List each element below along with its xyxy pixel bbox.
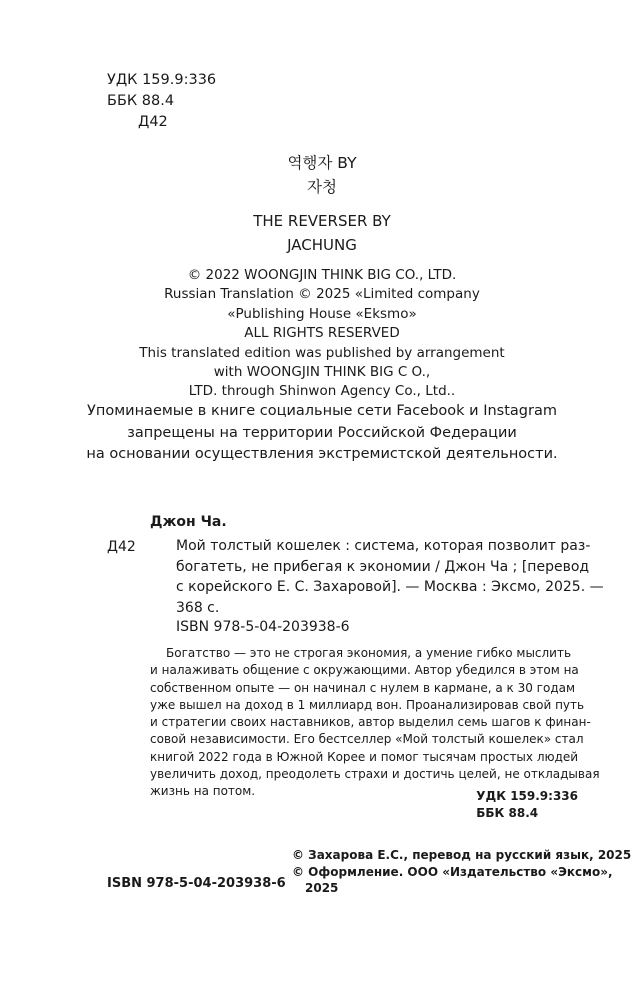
bbk-code: ББК 88.4 — [107, 93, 175, 109]
notice-line: Упоминаемые в книге социальные сети Facebook и Instagram — [87, 403, 557, 419]
annotation-line: уже вышел на доход в 1 миллиард вон. Проанализировав свой путь — [150, 697, 585, 712]
catalog-isbn: ISBN 978-5-04-203938-6 — [176, 619, 350, 635]
classification-codes — [107, 70, 216, 133]
bib-line: богатеть, не прибегая к экономии / Джон Ча ; [перевод — [176, 558, 590, 575]
bibliographic-description — [176, 536, 604, 618]
udk-code: УДК 159.9:336 — [107, 72, 217, 88]
korean-author-line: 자청 — [307, 178, 337, 196]
copyright-line: This translated edition was published by arrangement — [139, 344, 505, 361]
korean-original-title — [0, 151, 644, 199]
bib-line: с корейского Е. С. Захаровой]. — Москва : Эксмо, 2025. — — [176, 579, 604, 595]
notice-line: запрещены на территории Российской Федерации — [127, 424, 517, 441]
copyright-line: Russian Translation © 2025 «Limited company — [164, 286, 480, 303]
annotation-line: и стратегии своих наставников, автор выделил семь шагов к финан- — [150, 715, 591, 730]
footer-copyright-line: © Оформление. ООО «Издательство «Эксмо», — [292, 864, 613, 879]
catalog-bbk: ББК 88.4 — [476, 806, 539, 820]
catalog-udk: УДК 159.9:336 — [476, 789, 578, 803]
annotation-line: совой независимости. Его бестселлер «Мой толстый кошелек» стал — [150, 732, 584, 747]
footer-copyright-line: © Захарова Е.С., перевод на русский язык, 2025 — [292, 848, 632, 862]
legal-notice — [0, 401, 644, 466]
annotation-line: и налаживать общение с окружающими. Автор убедился в этом на — [150, 663, 579, 678]
copyright-line: ALL RIGHTS RESERVED — [244, 325, 400, 342]
english-original-title — [0, 209, 644, 257]
annotation-line: собственном опыте — он начинал с нулем в кармане, а к 30 годам — [150, 680, 576, 695]
footer-copyright — [292, 847, 632, 897]
english-author-line: JACHUNG — [287, 236, 357, 254]
annotation — [150, 645, 600, 801]
korean-title-line: 역행자 BY — [287, 154, 357, 172]
annotation-line: книгой 2022 года в Южной Корее и помог тысячам простых людей — [150, 749, 579, 764]
annotation-line: увеличить доход, преодолеть страхи и достичь целей, не откладывая — [150, 767, 600, 782]
catalog-mark: Д42 — [107, 539, 136, 555]
english-title-line: THE REVERSER BY — [253, 212, 391, 230]
author-mark: Д42 — [138, 114, 168, 130]
copyright-line: LTD. through Shinwon Agency Co., Ltd.. — [188, 383, 456, 400]
catalog-author: Джон Ча. — [150, 514, 227, 530]
annotation-line: Богатство — это не строгая экономия, а умение гибко мыслить — [166, 646, 572, 660]
copyright-line: «Publishing House «Eksmo» — [227, 305, 417, 322]
copyright-block — [0, 266, 644, 402]
annotation-line: жизнь на потом. — [150, 784, 256, 799]
notice-line: на основании осуществления экстремистской деятельности. — [86, 446, 558, 463]
catalog-codes — [476, 788, 578, 822]
footer-isbn: ISBN 978-5-04-203938-6 — [107, 876, 286, 891]
bib-line: Мой толстый кошелек : система, которая позволит раз- — [176, 538, 591, 554]
bib-line: 368 с. — [176, 599, 220, 616]
copyright-line: © 2022 WOONGJIN THINK BIG CO., LTD. — [187, 267, 457, 283]
copyright-line: with WOONGJIN THINK BIG C O., — [213, 364, 431, 381]
footer-copyright-line: 2025 — [305, 881, 339, 895]
